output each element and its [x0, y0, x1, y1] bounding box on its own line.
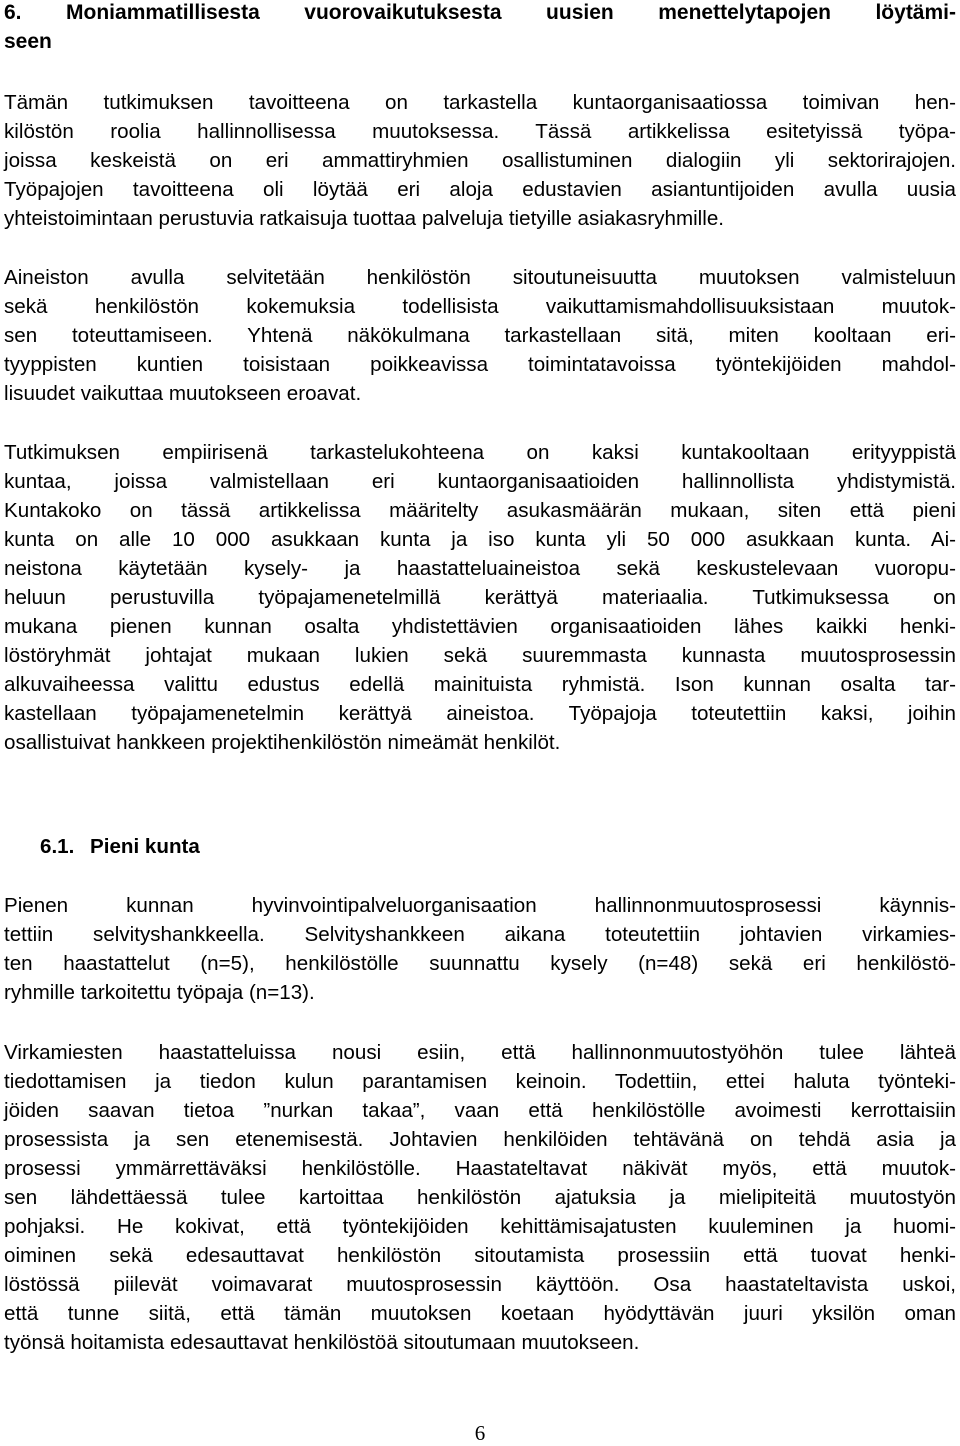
- text-line: sen lähdettäessä tulee kartoittaa henkilöstön ajatuksia ja mielipiteitä muutostyön: [4, 1186, 956, 1209]
- text-line: kilöstön roolia hallinnollisessa muutoksessa. Tässä artikkelissa esitetyissä työpa-: [4, 120, 956, 143]
- text-line: pohjaksi. He kokivat, että työntekijöiden kehittämisajatusten kuuleminen ja huomi-: [4, 1215, 956, 1238]
- text-line: neistona käytetään kysely- ja haastatteluaineistoa sekä keskustelevaan vuoropu-: [4, 557, 956, 580]
- text-line: oiminen sekä edesauttavat henkilöstön sitoutamista prosessiin että tuovat henki-: [4, 1244, 956, 1267]
- text-line: tyyppisten kuntien toisistaan poikkeavissa toimintatavoissa työntekijöiden mahdol-: [4, 353, 956, 376]
- text-line: Työpajojen tavoitteena oli löytää eri aloja edustavien asiantuntijoiden avulla uusia: [4, 178, 956, 201]
- text-line: osallistuivat hankkeen projektihenkilöstön nimeämät henkilöt.: [4, 731, 561, 754]
- text-line: alkuvaiheessa valittu edustus edellä mainituista ryhmistä. Ison kunnan osalta tar-: [4, 673, 956, 696]
- text-line: heluun perustuvilla työpajamenetelmillä kerättyä materiaalia. Tutkimuksessa on: [4, 586, 956, 609]
- text-line: löstöryhmät johtajat mukaan lukien sekä suuremmasta kunnasta muutosprosessin: [4, 644, 956, 667]
- text-line: mukana pienen kunnan osalta yhdistettävien organisaatioiden lähes kaikki henki-: [4, 615, 956, 638]
- text-line: ten haastattelut (n=5), henkilöstölle suunnattu kysely (n=48) sekä eri henkilöstö-: [4, 952, 956, 975]
- section-heading-line: seen: [4, 30, 52, 53]
- text-line: löstössä piilevät voimavarat muutosprosessin käyttöön. Osa haastateltavista uskoi,: [4, 1273, 956, 1296]
- text-line: kuntaa, joissa valmistellaan eri kuntaorganisaatioiden hallinnollista yhdistymistä.: [4, 470, 956, 493]
- text-line: tettiin selvityshankkeella. Selvityshankkeen aikana toteutettiin johtavien virkamies-: [4, 923, 956, 946]
- text-line: jöiden saavan tietoa ”nurkan takaa”, vaan että henkilöstölle avoimesti kerrottaisiin: [4, 1099, 956, 1122]
- text-line: kastellaan työpajamenetelmin kerättyä aineistoa. Työpajoja toteutettiin kaksi, joihin: [4, 702, 956, 725]
- text-line: työnsä hoitamista edesauttavat henkilöstöä sitoutumaan muutokseen.: [4, 1331, 640, 1354]
- text-line: Virkamiesten haastatteluissa nousi esiin, että hallinnonmuutostyöhön tulee lähteä: [4, 1041, 956, 1064]
- text-line: lisuudet vaikuttaa muutokseen eroavat.: [4, 382, 362, 405]
- text-line: Tutkimuksen empiirisenä tarkastelukohteena on kaksi kuntakooltaan erityyppistä: [4, 441, 956, 464]
- text-line: yhteistoimintaan perustuvia ratkaisuja tuottaa palveluja tietyille asiakasryhmille.: [4, 207, 724, 230]
- text-line: Aineiston avulla selvitetään henkilöstön sitoutuneisuutta muutoksen valmisteluun: [4, 266, 956, 289]
- text-line: kunta on alle 10 000 asukkaan kunta ja iso kunta yli 50 000 asukkaan kunta. Ai-: [4, 528, 956, 551]
- subsection-number: 6.1.: [40, 835, 75, 858]
- text-line: tiedottamisen ja tiedon kulun parantamisen keinoin. Todettiin, ettei haluta työnteki-: [4, 1070, 956, 1093]
- subsection-title: Pieni kunta: [90, 835, 200, 858]
- subsection-heading: [40, 832, 200, 861]
- section-heading: [4, 0, 956, 56]
- section-heading-line: 6. Moniammatillisesta vuorovaikutuksesta uusien menettelytapojen löytämi-: [4, 1, 956, 24]
- text-line: Kuntakoko on tässä artikkelissa määritelty asukasmäärän mukaan, siten että pieni: [4, 499, 956, 522]
- text-line: joissa keskeistä on eri ammattiryhmien osallistuminen dialogiin yli sektorirajojen.: [4, 149, 956, 172]
- page-number: 6: [474, 1421, 486, 1445]
- text-line: prosessista ja sen etenemisestä. Johtavien henkilöiden tehtävänä on tehdä asia ja: [4, 1128, 956, 1151]
- text-line: prosessi ymmärrettäväksi henkilöstölle. Haastateltavat näkivät myös, että muutok-: [4, 1157, 956, 1180]
- text-line: ryhmille tarkoitettu työpaja (n=13).: [4, 981, 315, 1004]
- text-line: sen toteuttamiseen. Yhtenä näkökulmana tarkastellaan sitä, miten kooltaan eri-: [4, 324, 956, 347]
- text-line: Pienen kunnan hyvinvointipalveluorganisaation hallinnonmuutosprosessi käynnis-: [4, 894, 956, 917]
- text-line: sekä henkilöstön kokemuksia todellisista vaikuttamismahdollisuuksistaan muutok-: [4, 295, 956, 318]
- text-line: että tunne siitä, että tämän muutoksen koetaan hyödyttävän juuri yksilön oman: [4, 1302, 956, 1325]
- text-line: Tämän tutkimuksen tavoitteena on tarkastella kuntaorganisaatiossa toimivan hen-: [4, 91, 956, 114]
